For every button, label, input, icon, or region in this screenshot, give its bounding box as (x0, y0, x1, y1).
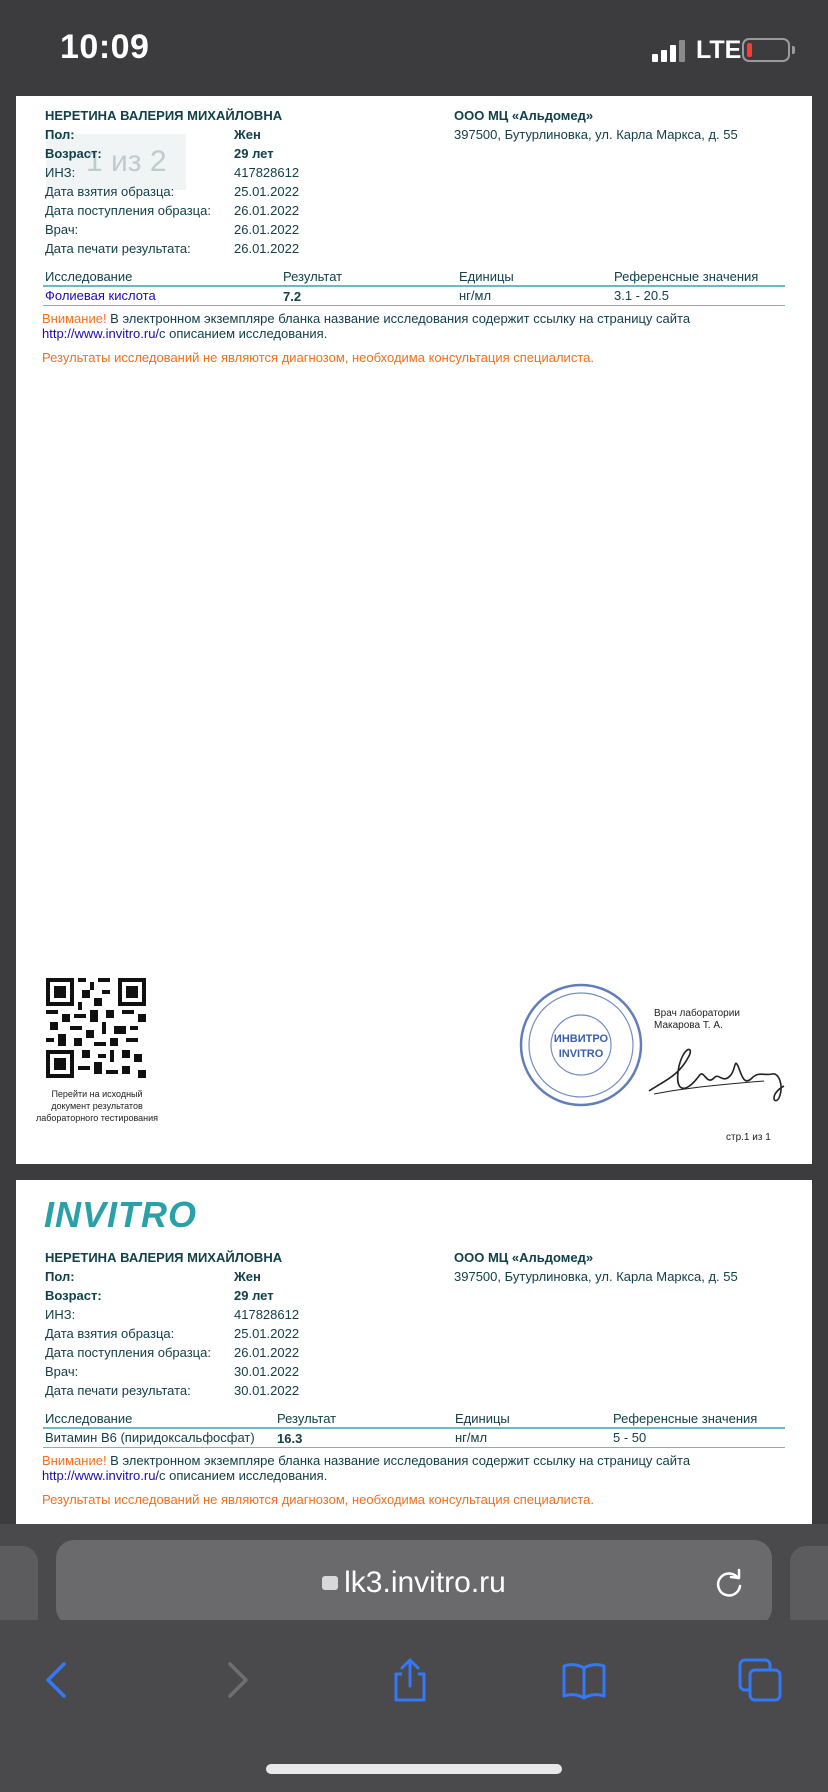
field-value: 25.01.2022 (234, 184, 300, 199)
field-label: Дата взятия образца: (45, 1326, 175, 1341)
test-name: Витамин В6 (пиридоксальфосфат) (45, 1430, 255, 1445)
document-page-1 (16, 96, 812, 1164)
document-page-2 (16, 1180, 812, 1524)
warning-note (42, 1453, 690, 1483)
col-header-test: Исследование (45, 1411, 133, 1426)
col-header-reference: Референсные значения (614, 269, 759, 284)
field-label: Дата печати результата: (45, 1383, 191, 1398)
doctor-signature-block (654, 1008, 740, 1032)
warning-tail: с описанием исследования. (159, 326, 328, 341)
page-number: стр.1 из 1 (726, 1132, 771, 1143)
invitro-logo: INVITRO (44, 1194, 198, 1235)
table-divider (43, 1427, 785, 1429)
field-label: Врач: (45, 1364, 79, 1379)
address-bar-area (0, 1524, 828, 1620)
stamp-text: ИНВИТРО (553, 1033, 609, 1045)
org-address: 397500, Бутурлиновка, ул. Карла Маркса, д. 55 (454, 127, 738, 142)
col-header-units: Единицы (459, 269, 514, 284)
test-result: 16.3 (277, 1431, 303, 1446)
test-units: нг/мл (455, 1430, 488, 1445)
col-header-reference: Референсные значения (613, 1411, 758, 1426)
field-label: ИНЗ: (45, 165, 76, 180)
field-label: Дата взятия образца: (45, 184, 175, 199)
col-header-units: Единицы (455, 1411, 510, 1426)
warning-note (42, 311, 690, 341)
signal-icon (652, 40, 684, 62)
tabs-icon[interactable] (736, 1656, 784, 1704)
test-result: 7.2 (283, 289, 302, 304)
field-value: 26.01.2022 (234, 1345, 300, 1360)
field-value: Жен (234, 1269, 261, 1284)
qr-caption: Перейти на исходный документ результатов лабораторного тестирования (35, 1089, 159, 1123)
url-text: lk3.invitro.ru (344, 1566, 506, 1599)
invitro-link[interactable]: http://www.invitro.ru/ (42, 326, 160, 341)
test-units: нг/мл (459, 288, 492, 303)
warning-tail: с описанием исследования. (159, 1468, 328, 1483)
page-counter-overlay: 1 из 2 (46, 134, 186, 190)
patient-name: НЕРЕТИНА ВАЛЕРИЯ МИХАЙЛОВНА (45, 108, 283, 123)
field-value: 29 лет (234, 1288, 274, 1303)
org-name: ООО МЦ «Альдомед» (454, 108, 594, 123)
browser-toolbar (0, 1620, 828, 1792)
warning-word: Внимание! (42, 311, 107, 326)
disclaimer: Результаты исследований не являются диагнозом, необходима консультация специалиста. (42, 350, 594, 365)
field-label: Дата поступления образца: (45, 1345, 211, 1360)
test-reference: 3.1 - 20.5 (614, 288, 669, 303)
field-label: ИНЗ: (45, 1307, 76, 1322)
stamp-text: INVITRO (558, 1048, 604, 1060)
field-label: Дата печати результата: (45, 241, 191, 256)
field-label: Возраст: (45, 1288, 102, 1303)
field-value: 30.01.2022 (234, 1383, 300, 1398)
table-divider (43, 305, 785, 306)
reload-icon[interactable] (712, 1566, 746, 1600)
test-name-link[interactable]: Фолиевая кислота (45, 288, 156, 303)
col-header-test: Исследование (45, 269, 133, 284)
forward-arrow-icon[interactable] (212, 1656, 260, 1704)
col-header-result: Результат (283, 269, 343, 284)
warning-text: В электронном экземпляре бланка название исследования содержит ссылку на страницу сайта (106, 311, 691, 326)
field-label: Пол: (45, 127, 75, 142)
url-display[interactable] (56, 1566, 772, 1600)
back-arrow-icon[interactable] (34, 1656, 82, 1704)
doctor-title: Врач лаборатории (654, 1008, 740, 1019)
doctor-name: Макарова Т. А. (654, 1020, 723, 1031)
network-label: LTE (696, 36, 742, 64)
status-time: 10:09 (60, 28, 150, 66)
field-value: 417828612 (234, 1307, 300, 1322)
field-value: 26.01.2022 (234, 222, 300, 237)
col-header-result: Результат (277, 1411, 337, 1426)
org-name: ООО МЦ «Альдомед» (454, 1250, 594, 1265)
field-label: Врач: (45, 222, 79, 237)
field-value: 26.01.2022 (234, 241, 300, 256)
signature-icon (644, 1036, 794, 1116)
field-value: Жен (234, 127, 261, 142)
field-value: 30.01.2022 (234, 1364, 300, 1379)
address-bar[interactable] (56, 1540, 772, 1626)
field-value: 26.01.2022 (234, 203, 300, 218)
battery-icon (742, 38, 790, 62)
warning-word: Внимание! (42, 1453, 107, 1468)
lab-stamp-icon (516, 980, 646, 1110)
field-value: 29 лет (234, 146, 274, 161)
status-bar (0, 0, 828, 96)
table-divider (43, 285, 785, 287)
org-address: 397500, Бутурлиновка, ул. Карла Маркса, д. 55 (454, 1269, 738, 1284)
home-indicator[interactable] (266, 1764, 562, 1774)
lock-icon (322, 1576, 338, 1590)
test-reference: 5 - 50 (613, 1430, 647, 1445)
table-divider (43, 1447, 785, 1448)
field-value: 25.01.2022 (234, 1326, 300, 1341)
invitro-link[interactable]: http://www.invitro.ru/ (42, 1468, 160, 1483)
bookmarks-icon[interactable] (560, 1656, 608, 1704)
field-value: 417828612 (234, 165, 300, 180)
field-label: Пол: (45, 1269, 75, 1284)
disclaimer: Результаты исследований не являются диагнозом, необходима консультация специалиста. (42, 1492, 594, 1507)
share-icon[interactable] (386, 1656, 434, 1704)
warning-text: В электронном экземпляре бланка название исследования содержит ссылку на страницу сайта (106, 1453, 691, 1468)
field-label: Возраст: (45, 146, 102, 161)
field-label: Дата поступления образца: (45, 203, 211, 218)
qr-code-icon[interactable] (46, 978, 146, 1078)
patient-name: НЕРЕТИНА ВАЛЕРИЯ МИХАЙЛОВНА (45, 1250, 283, 1265)
